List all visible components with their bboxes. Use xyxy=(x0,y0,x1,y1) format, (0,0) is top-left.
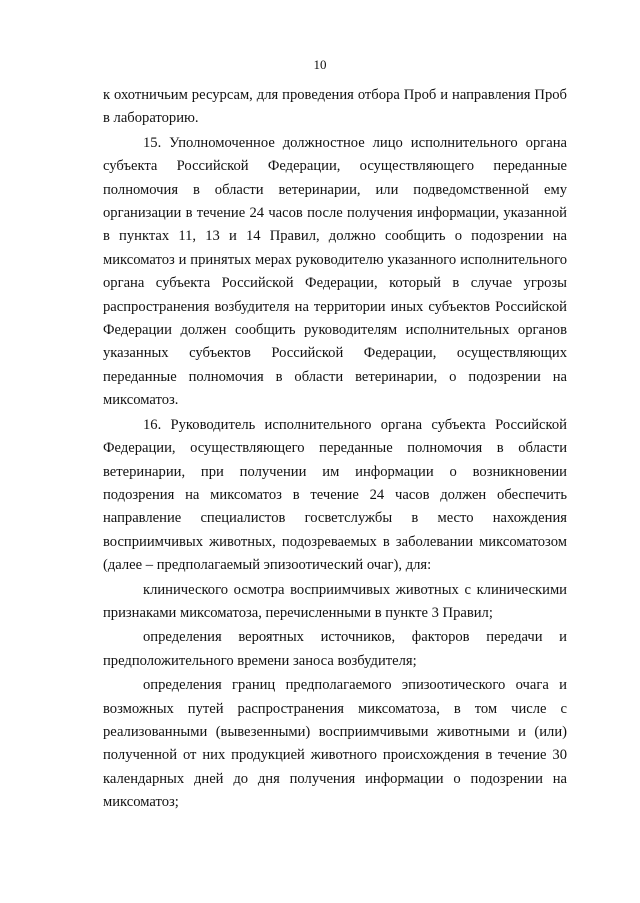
paragraph-item-16: 16. Руководитель исполнительного органа субъекта Российской Федерации, осуществляющего переданные полномочия в области ветеринарии, при получении им информации о возникновении подозрения на миксоматоз в течение 24 часов должен обеспечить направление специалистов госветслужбы в место нахождения восприимчивых животных, подозреваемых в заболевании миксоматозом (далее – предполагаемый эпизоотический очаг), для: xyxy=(103,416,567,574)
paragraph-continuation: к охотничьим ресурсам, для проведения отбора Проб и направления Проб в лабораторию. xyxy=(103,87,567,127)
paragraph-boundaries-determination: определения границ предполагаемого эпизоотического очага и возможных путей распространения миксоматоза, в том числе с реализованными (вывезенными) восприимчивыми животными и (или) полученной от них продукцией животного происхождения в течение 30 календарных дней до дня получения информации о подозрении на миксоматоз; xyxy=(103,677,567,811)
page-number: 10 xyxy=(313,57,327,72)
paragraph-clinical-inspection: клинического осмотра восприимчивых животных с клиническими признаками миксоматоза, перечисленными в пункте 3 Правил; xyxy=(103,581,567,621)
paragraph-item-15: 15. Уполномоченное должностное лицо исполнительного органа субъекта Российской Федерации, осуществляющего переданные полномочия в области ветеринарии, или подведомственной ему организации в течение 24 часов после получения информации, указанной в пунктах 11, 13 и 14 Правил, должно сообщить о подозрении на миксоматоз и принятых мерах руководителю указанного исполнительного органа субъекта Российской Федерации, который в случае угрозы распространения возбудителя на территории иных субъектов Российской Федерации должен сообщить руководителям исполнительных органов указанных субъектов Российской Федерации, осуществляющих переданные полномочия в области ветеринарии, о подозрении на миксоматоз. xyxy=(103,134,567,409)
paragraph-sources-determination: определения вероятных источников, факторов передачи и предположительного времени заноса возбудителя; xyxy=(103,629,567,669)
document-body xyxy=(103,84,567,815)
